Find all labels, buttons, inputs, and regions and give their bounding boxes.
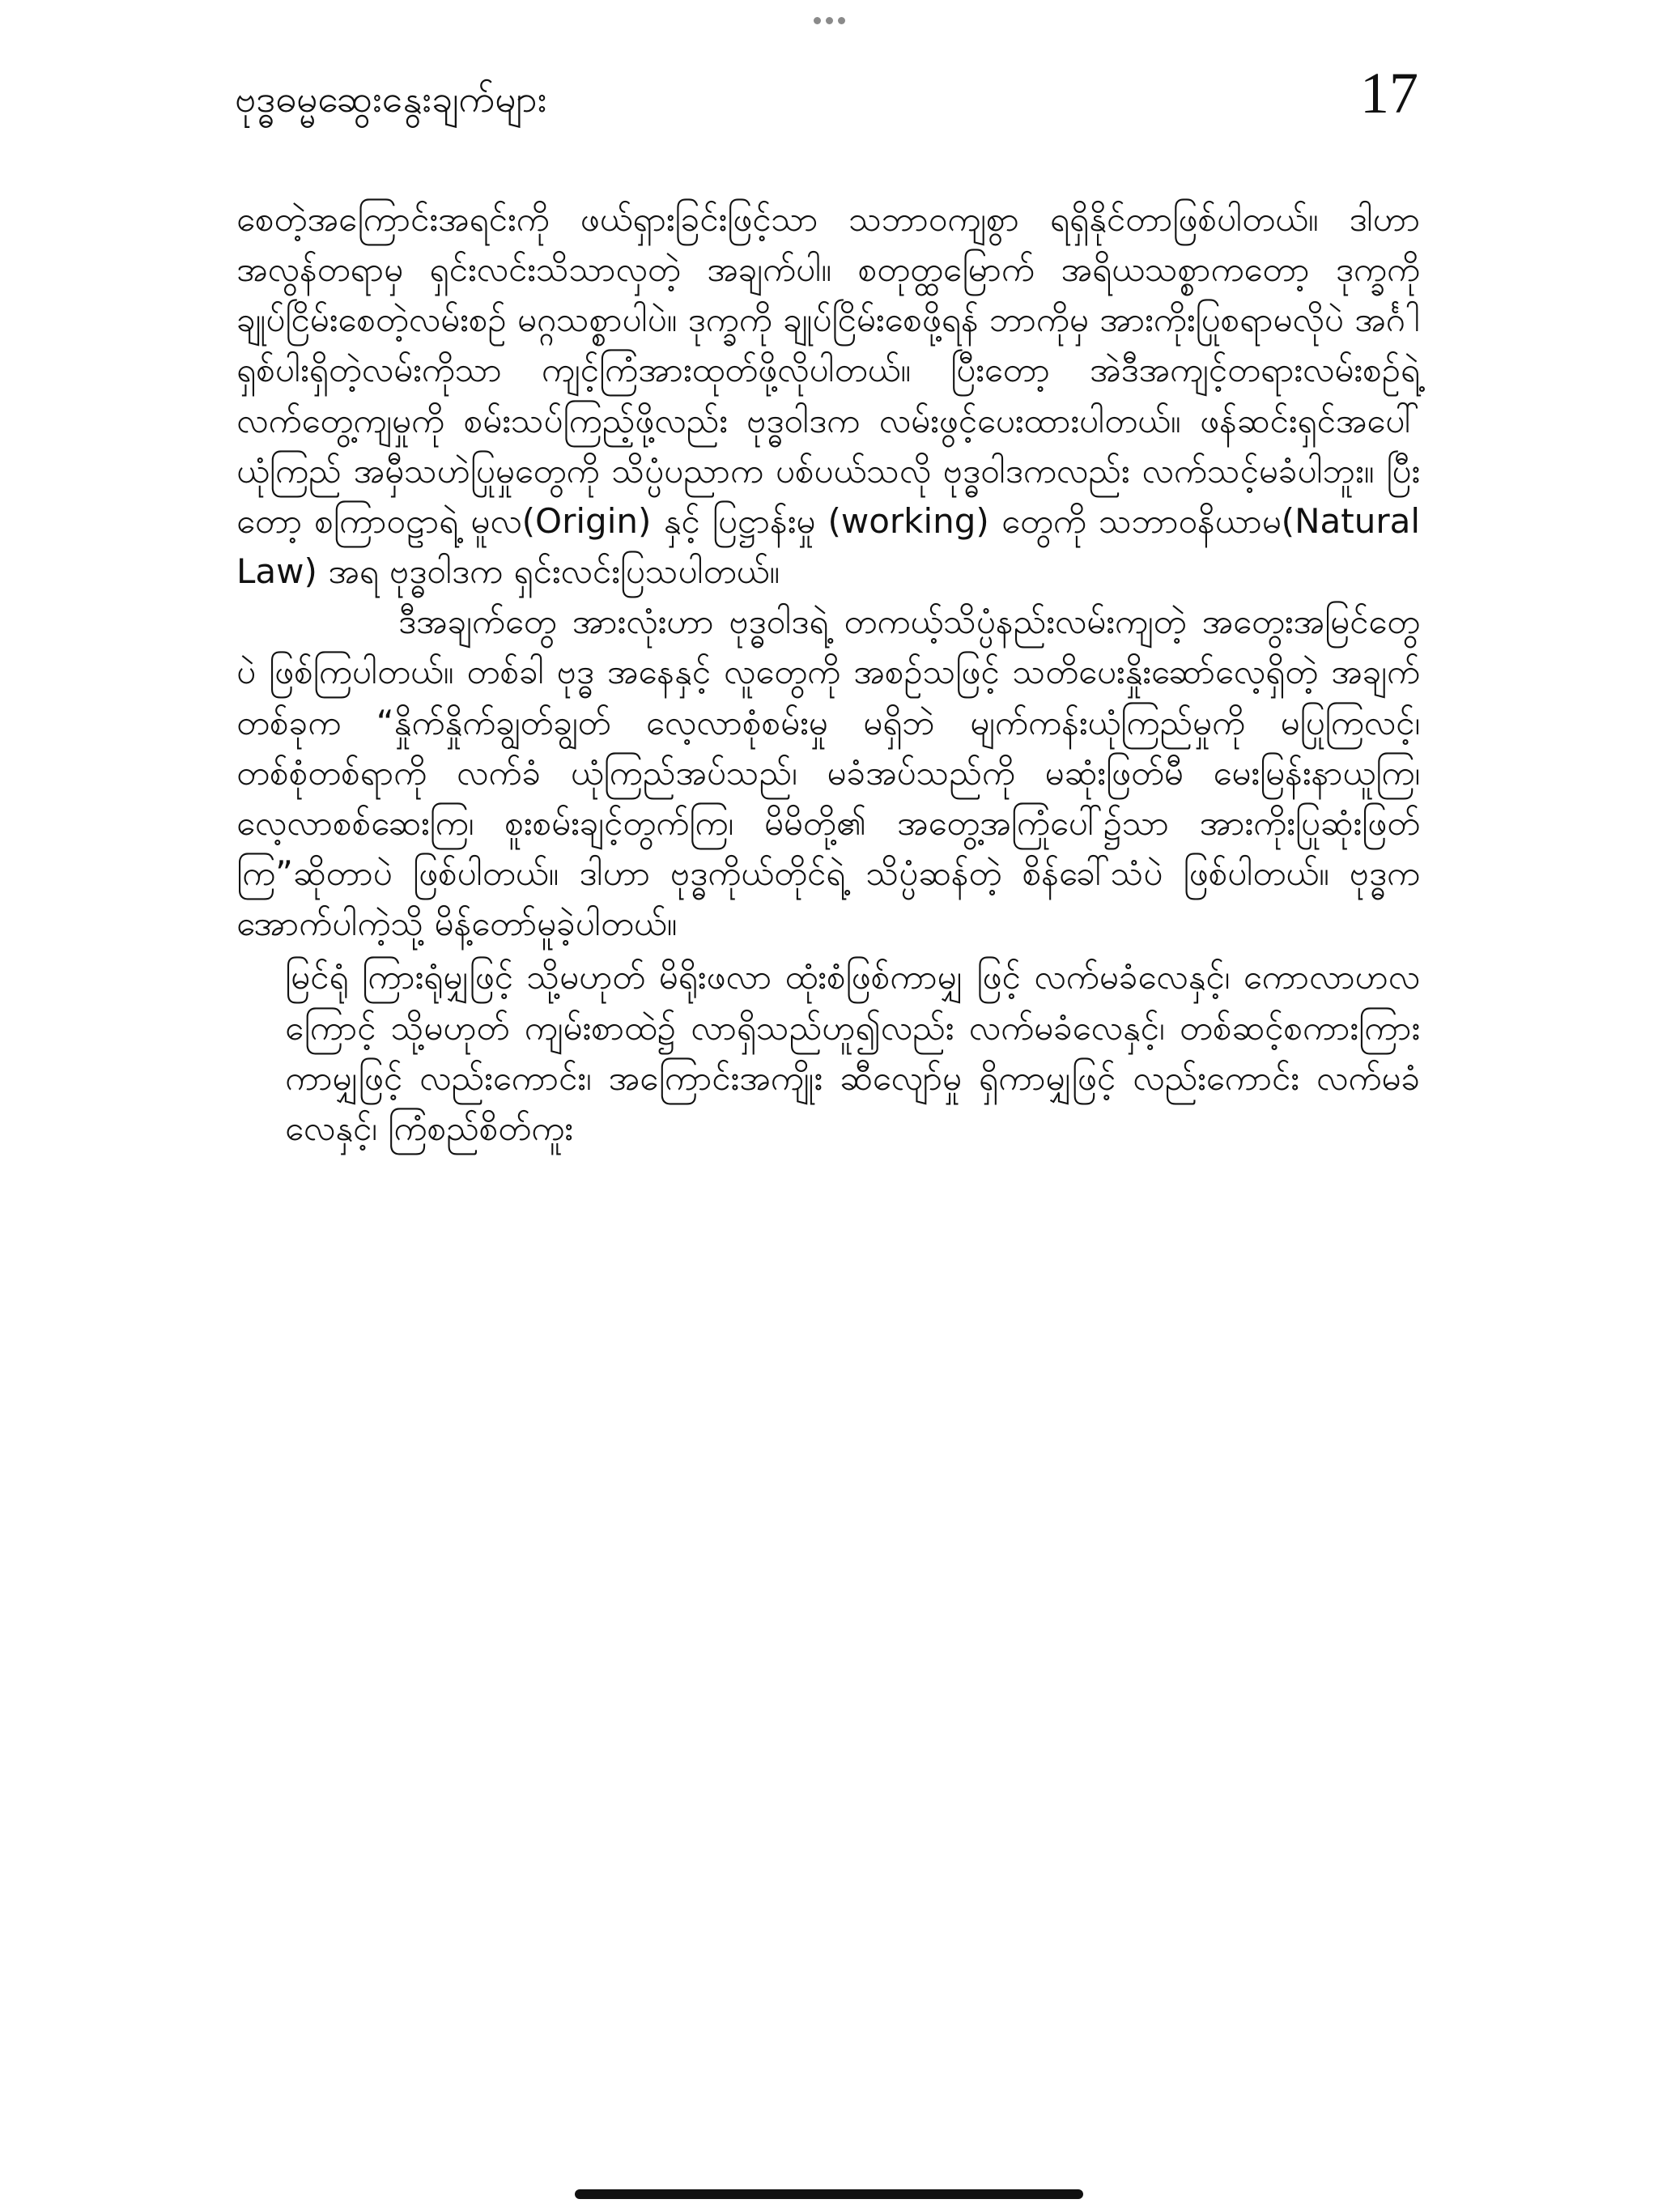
page-number: 17 bbox=[1360, 61, 1418, 125]
paragraph: စေတဲ့အကြောင်းအရင်းကို ဖယ်ရှားခြင်းဖြင့်သာ သဘာဝကျစွာ ရရှိနိုင်တာဖြစ်ပါတယ်။ ဒါဟာ အလွန်တရာမှ ရှင်းလင်းသိသာလှတဲ့ အချက်ပါ။ စတုတ္ထမြောက် အရိယသစ္စာကတော့ ဒုက္ခကို ချုပ်ငြိမ်းစေတဲ့လမ်းစဉ် မဂ္ဂသစ္စာပါပဲ။ ဒုက္ခကို ချုပ်ငြိမ်းစေဖို့ရန် ဘာကိုမှ အားကိုးပြုစရာမလိုပဲ အင်္ဂါရှစ်ပါးရှိတဲ့လမ်းကိုသာ ကျင့်ကြံအားထုတ်ဖို့လိုပါတယ်။ ပြီးတော့ အဲဒီအကျင့်တရားလမ်းစဉ်ရဲ့ လက်တွေ့ကျမှုကို စမ်းသပ်ကြည့်ဖို့လည်း ဗုဒ္ဓဝါဒက လမ်းဖွင့်ပေးထားပါတယ်။ ဖန်ဆင်းရှင်အပေါ် ယုံကြည် အမှီသဟဲပြုမှုတွေကို သိပ္ပံပညာက ပစ်ပယ်သလို ဗုဒ္ဓဝါဒကလည်း လက်သင့်မခံပါဘူး။ ပြီးတော့ စကြာဝဠာရဲ့ မူလ(Origin) နှင့် ပြဋ္ဌာန်းမှု (working) တွေကို သဘာဝနိယာမ(Natural Law) အရ ဗုဒ္ဓဝါဒက ရှင်းလင်းပြသပါတယ်။ bbox=[236, 199, 1420, 592]
more-dots-icon[interactable] bbox=[805, 8, 853, 32]
block-quote: မြင်ရုံ ကြားရုံမျှဖြင့် သို့မဟုတ် မိရိုးဖလာ ထုံးစံဖြစ်ကာမျှ ဖြင့် လက်မခံလေနှင့်၊ ကောလာဟလကြောင့် သို့မဟုတ် ကျမ်းစာထဲ၌ လာရှိသည်ဟူ၍လည်း လက်မခံလေနှင့်၊ တစ်ဆင့်စကားကြားကာမျှဖြင့် လည်းကောင်း၊ အကြောင်းအကျိုး ဆီလျော်မှု ရှိကာမျှဖြင့် လည်းကောင်း လက်မခံလေနှင့်၊ ကြံစည်စိတ်ကူး bbox=[285, 957, 1420, 1148]
paragraph: ဒီအချက်တွေ အားလုံးဟာ ဗုဒ္ဓဝါဒရဲ့ တကယ့်သိပ္ပံနည်းလမ်းကျတဲ့ အတွေးအမြင်တွေပဲ ဖြစ်ကြပါတယ်။ တစ်ခါ ဗုဒ္ဓ အနေနှင့် လူတွေကို အစဉ်သဖြင့် သတိပေးနှိုးဆော်လေ့ရှိတဲ့ အချက်တစ်ခုက “နှိုက်နှိုက်ချွတ်ချွတ် လေ့လာစုံစမ်းမှု မရှိဘဲ မျက်ကန်းယုံကြည်မှုကို မပြုကြလင့်၊ တစ်စုံတစ်ရာကို လက်ခံ ယုံကြည်အပ်သည်၊ မခံအပ်သည်ကို မဆုံးဖြတ်မီ မေးမြန်းနာယူကြ၊ လေ့လာစစ်ဆေးကြ၊ စူးစမ်းချင့်တွက်ကြ၊ မိမိတို့၏ အတွေ့အကြုံပေါ်၌သာ အားကိုးပြုဆုံးဖြတ်ကြ”ဆိုတာပဲ ဖြစ်ပါတယ်။ ဒါဟာ ဗုဒ္ဓကိုယ်တိုင်ရဲ့ သိပ္ပံဆန်တဲ့ စိန်ခေါ်သံပဲ ဖြစ်ပါတယ်။ ဗုဒ္ဓက အောက်ပါကဲ့သို့ မိန့်တော်မူခဲ့ပါတယ်။ bbox=[236, 602, 1420, 944]
running-header bbox=[235, 61, 1418, 146]
page-body bbox=[236, 194, 1420, 1154]
book-title: ဗုဒ္ဓဓမ္မဆွေးနွေးချက်များ bbox=[235, 77, 547, 121]
home-indicator-bar[interactable] bbox=[575, 2189, 1083, 2199]
